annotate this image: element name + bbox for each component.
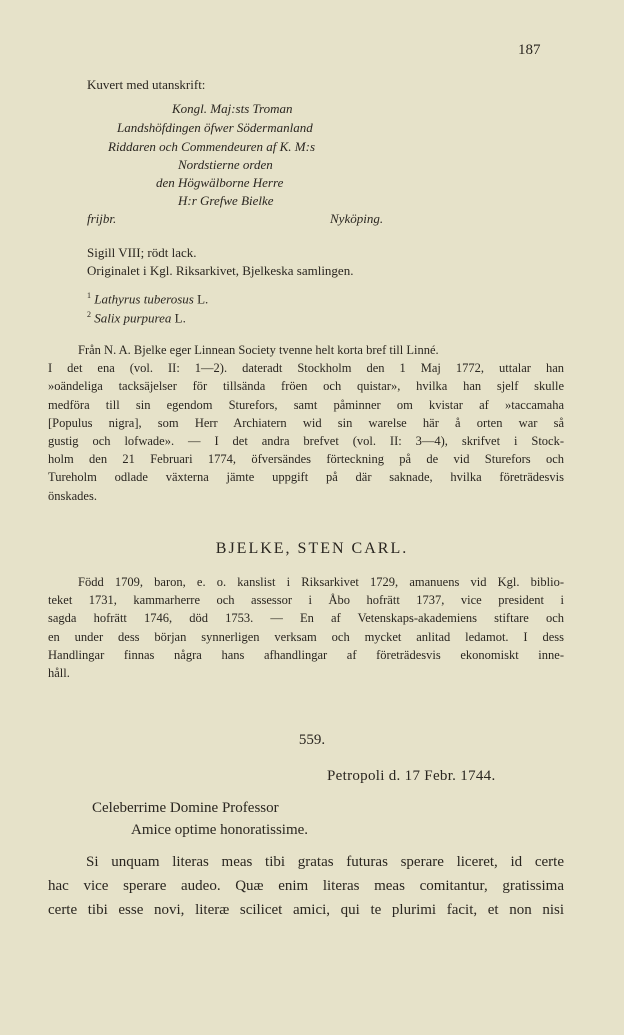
para-line: Från N. A. Bjelke eger Linnean Society tvenne helt korta bref till Linné. [78, 343, 439, 357]
salutation-line-1: Celeberrime Domine Professor [92, 800, 279, 816]
footnote-1-mark: 1 [87, 291, 91, 300]
bio-paragraph [48, 573, 564, 682]
para-line: Handlingar finnas några hans afhandlingar af företrädesvis ekonomiskt inne- [48, 647, 564, 662]
letter-line: certe tibi esse novi, literæ scilicet amici, qui te plurimi facit, et non nisi [48, 902, 564, 918]
envelope-line-4: Nordstierne orden [178, 157, 273, 172]
footnote-2 [87, 306, 186, 326]
salutation-line-2: Amice optime honoratissime. [131, 822, 309, 838]
para-line: [Populus nigra], som Herr Archiatern wid sin warelse här å orten war så [48, 415, 564, 430]
page-number: 187 [518, 42, 541, 58]
envelope-right-word: Nyköping. [330, 211, 384, 226]
footnote-1 [87, 287, 208, 307]
para-line: Född 1709, baron, e. o. kanslist i Riksarkivet 1729, amanuens vid Kgl. biblio- [78, 575, 564, 589]
envelope-intro: Kuvert med utanskrift: [87, 77, 206, 92]
section-heading: BJELKE, STEN CARL. [215, 540, 409, 557]
footnote-2-author: L. [174, 310, 186, 326]
footnote-1-author: L. [197, 291, 209, 307]
para-line: gustig och lofwade». — I det andra brefvet (vol. II: 3—4), skrifvet i Stock- [48, 434, 564, 449]
footnote-2-name: Salix purpurea [94, 310, 172, 326]
envelope-line-2: Landshöfdingen öfwer Södermanland [117, 120, 313, 135]
footnote-2-mark: 2 [87, 310, 91, 319]
para-line: en under dess början synnerligen verksam och mycket anlitad ledamot. I dess [48, 629, 564, 644]
para-line: teket 1731, kammarherre och assessor i Åbo hofrätt 1737, vice president i [48, 593, 564, 608]
letter-line: hac vice sperare audeo. Quæ enim literas meas comitantur, gratissima [48, 878, 564, 894]
para-line: Tureholm odlade växterna jämte uppgift på där saknade, hvilka företrädesvis [48, 470, 564, 485]
bjelke-paragraph [48, 341, 564, 505]
para-line: medföra till sin egendom Sturefors, samt påminner om kvistar af »taccamaha [48, 397, 564, 412]
para-line: sagda hofrätt 1746, död 1753. — En af Vetenskaps-akademiens stiftare och [48, 611, 564, 626]
envelope-line-3: Riddaren och Commendeuren af K. M:s [108, 139, 316, 154]
envelope-left-word: frijbr. [87, 211, 117, 226]
letter-dateline: Petropoli d. 17 Febr. 1744. [327, 768, 496, 784]
footnote-1-name: Lathyrus tuberosus [94, 291, 194, 307]
letter-line: Si unquam literas meas tibi gratas futuras sperare liceret, id certe [86, 854, 564, 870]
para-line: håll. [48, 666, 70, 681]
envelope-line-5: den Högwälborne Herre [156, 175, 284, 190]
para-line: »oändeliga tacksäjelser för tillsända fröen och quistar», hvilka han sjelf skulle [48, 379, 564, 394]
seal-note: Sigill VIII; rödt lack. [87, 245, 197, 260]
para-line: I det ena (vol. II: 1—2). dateradt Stockholm den 1 Maj 1772, uttalar han [48, 361, 564, 376]
envelope-line-6: H:r Grefwe Bielke [178, 193, 274, 208]
origin-note: Originalet i Kgl. Riksarkivet, Bjelkeska samlingen. [87, 263, 354, 278]
para-line: önskades. [48, 488, 97, 503]
para-line: holm den 21 Februari 1774, öfversändes förteckning på de vid Sturefors och [48, 452, 564, 467]
letter-body [48, 850, 564, 922]
envelope-line-1: Kongl. Maj:sts Troman [172, 101, 293, 116]
letter-number: 559. [298, 732, 326, 748]
